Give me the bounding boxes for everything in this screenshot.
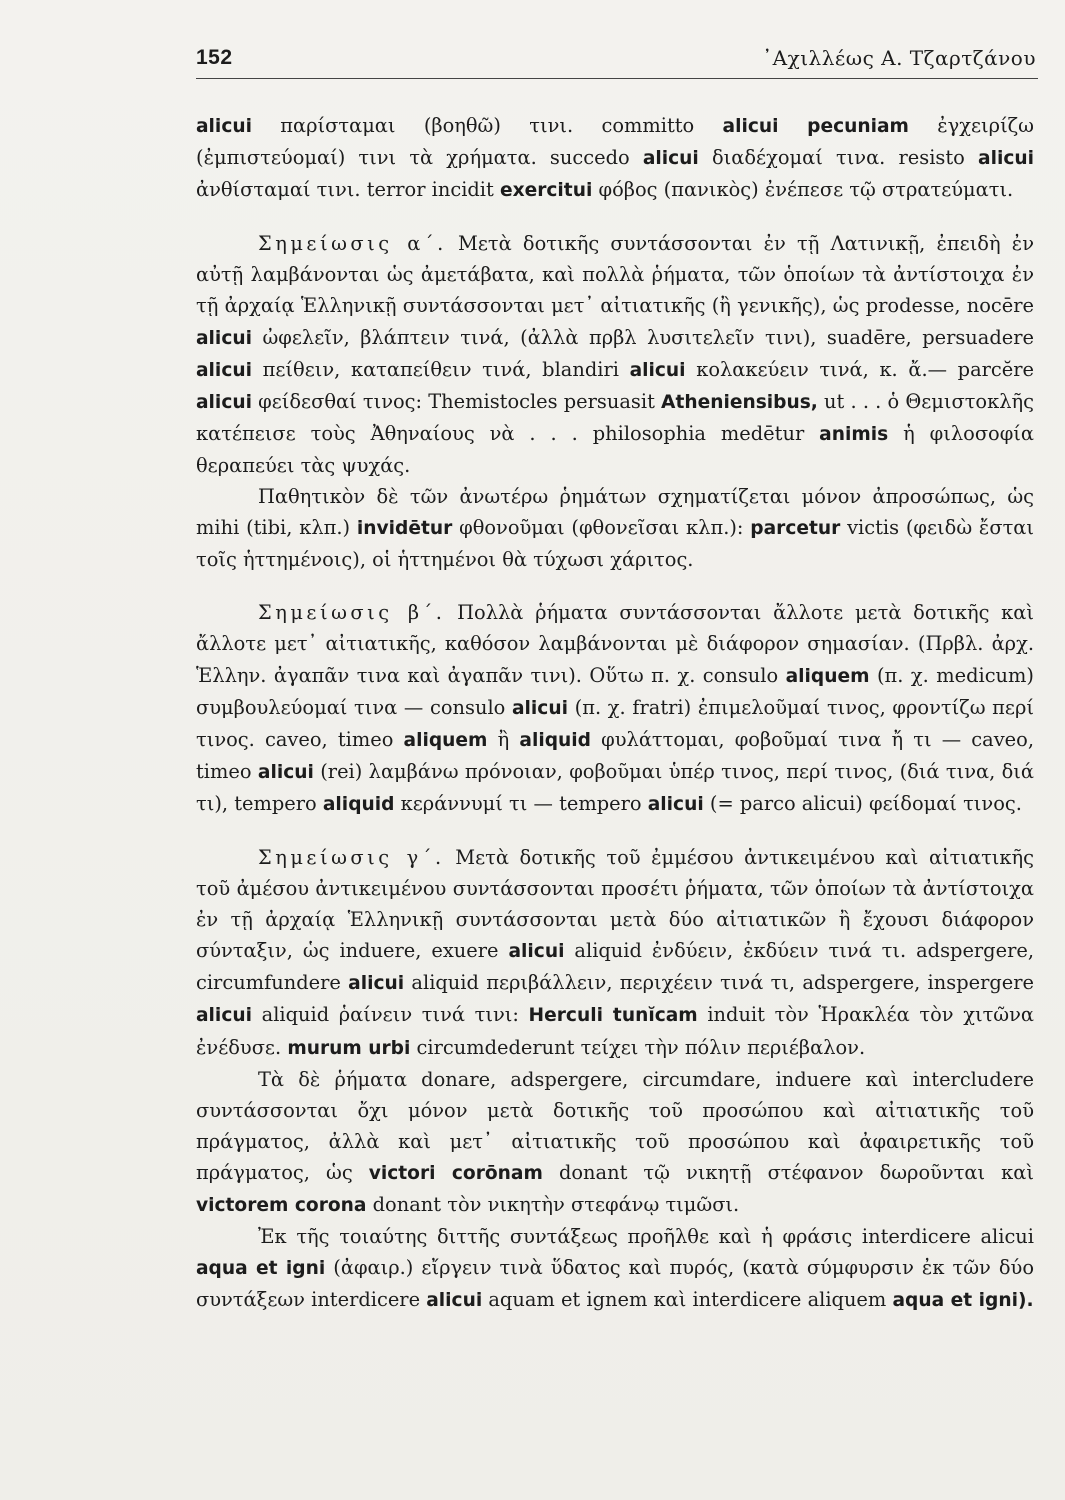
- paragraph-p3: [196, 481, 1034, 575]
- paragraph-p1: [196, 110, 1034, 206]
- bold-term: aliquid: [322, 793, 395, 815]
- bold-term: Atheniensibus,: [661, 391, 818, 413]
- bold-term: alicui: [978, 148, 1034, 170]
- bold-term: Herculi tunĭcam: [528, 1005, 698, 1027]
- paragraph-p5: [196, 842, 1034, 1064]
- bold-term: murum urbi: [287, 1037, 411, 1059]
- bold-term: alicui: [196, 359, 252, 381]
- text-run: aliquid περιβάλλειν, περιχέειν τινά τι, adspergere, inspergere: [404, 971, 1034, 995]
- text-run: Ἐκ τῆς τοιαύτης διττῆς συντάξεως προῆλθε καὶ ἡ φράσις interdicere alicui: [258, 1225, 1034, 1249]
- text-run: circumdederunt τείχει τὴν πόλιν περιέβαλον.: [410, 1035, 866, 1059]
- bold-term: exercitui: [499, 180, 593, 202]
- page-header: [196, 44, 1038, 79]
- bold-term: alicui: [257, 761, 314, 783]
- bold-term: victori corōnam: [368, 1162, 543, 1184]
- text-run: victis (φειδὼ ἔσται τοῖς ἡττημένοις), οἱ ἡττημένοι θὰ τύχωσι χάριτος.: [196, 516, 1034, 572]
- bold-term: parcetur: [750, 518, 841, 540]
- text-run: ὠφελεῖν, βλάπτειν τινά, (ἀλλὰ πρβλ λυσιτελεῖν τινι), suadēre, persuadere: [251, 325, 1034, 349]
- text-run: donant τῷ νικητῇ στέφανον δωροῦνται καὶ: [542, 1160, 1035, 1184]
- text-run: ἀνθίσταμαί τινι. terror incidit: [196, 178, 500, 202]
- bold-term: invidētur: [356, 518, 453, 540]
- text-run: (ἀφαιρ.) εἴργειν τινὰ ὕδατος καὶ πυρός, (κατὰ σύμφυρσιν ἐκ τῶν δύο συντάξεων interdicere: [196, 1256, 1034, 1312]
- note-heading: Σημείωσις γ΄.: [258, 845, 445, 869]
- text-run: φείδεσθαί τινος: Themistocles persuasit: [251, 389, 662, 413]
- text-run: Τὰ δὲ ῥήματα donare, adspergere, circumdare, induere καὶ intercludere συντάσσονται ὄχι μόνον μετὰ δοτικῆς τοῦ προσώπου καὶ αἰτιατικῆς τοῦ πράγματος, ἀλλὰ καὶ μετ᾿ αἰτιατικῆς τοῦ προσώπου καὶ ἀφαιρετικῆς τοῦ πράγματος, ὡς: [196, 1067, 1034, 1184]
- text-run: φόβος (πανικὸς) ἐνέπεσε τῷ στρατεύματι.: [592, 178, 1014, 202]
- text-run: Πολλὰ ῥήματα συντάσσονται ἄλλοτε μετὰ δοτικῆς καὶ ἄλλοτε μετ᾿ αἰτιατικῆς, καθόσον λαμβάνονται μὲ διάφορον σημασίαν. (Πρβλ. ἀρχ. Ἑλλην. ἀγαπᾶν τινα καὶ ἀγαπᾶν τινι). Οὕτω π. χ. consulo: [196, 601, 1034, 687]
- paragraph-p2: [196, 228, 1034, 481]
- text-run: παρίσταμαι (βοηθῶ) τινι. committo: [251, 114, 723, 137]
- text-run: Μετὰ δοτικῆς συντάσσονται ἐν τῇ Λατινικῇ, ἐπειδὴ ἐν αὐτῇ λαμβάνονται ὡς ἀμετάβατα, καὶ πολλὰ ῥήματα, τῶν ὁποίων τὰ ἀντίστοιχα ἐν τῇ ἀρχαίᾳ Ἑλληνικῇ συντάσσονται μετ᾿ αἰτιατικῆς (ἢ γενικῆς), ὡς prodesse, nocēre: [196, 232, 1034, 318]
- text-run: κολακεύειν τινά, κ. ἄ.— parcĕre: [685, 357, 1034, 381]
- bold-term: alicui: [511, 697, 568, 719]
- text-run: φθονοῦμαι (φθονεῖσαι κλπ.):: [452, 516, 751, 540]
- text-run: donant τὸν νικητὴν στεφάνῳ τιμῶσι.: [366, 1193, 740, 1216]
- text-run: διαδέχομαί τινα. resisto: [698, 146, 979, 170]
- bold-term: alicui: [196, 391, 252, 413]
- page-number: 152: [196, 46, 233, 69]
- bold-term: alicui: [196, 327, 252, 349]
- bold-term: alicui: [629, 359, 686, 381]
- bold-term: alicui pecuniam: [722, 116, 909, 137]
- paragraph-p7: [196, 1221, 1034, 1316]
- bold-term: aliquem: [785, 665, 870, 687]
- text-run: (= parco alicui) φείδομαί τινος.: [703, 791, 1022, 815]
- bold-term: animis: [819, 423, 889, 445]
- text-run: aliquid ἐνδύειν, ἐκδύειν τινά τι. adspergere, circumfundere: [196, 939, 1034, 995]
- bold-term: alicui: [348, 973, 405, 995]
- text-run: πείθειν, καταπείθειν τινά, blandiri: [251, 357, 630, 381]
- note-heading: Σημείωσις β΄.: [258, 601, 446, 625]
- text-run: Παθητικὸν δὲ τῶν ἀνωτέρω ῥημάτων σχηματίζεται μόνον ἀπροσώπως, ὡς mihi (tibi, κλπ.): [196, 485, 1034, 540]
- text-run: κεράννυμί τι — tempero: [394, 791, 648, 815]
- bold-term: aliquid: [519, 729, 592, 751]
- text-run: aquam et ignem καὶ interdicere aliquem: [482, 1288, 893, 1312]
- bold-term: victorem corona: [196, 1195, 367, 1216]
- body-text: [196, 110, 1034, 1316]
- text-run: (rei) λαμβάνω πρόνοιαν, φοβοῦμαι ὑπέρ τινος, περί τινος, (διά τινα, διά τι), tempero: [196, 759, 1034, 815]
- text-run: ἐγχειρίζω (ἐμπιστεύομαί) τινι τὰ χρήματα. succedo: [196, 114, 1034, 170]
- bold-term: alicui: [426, 1290, 483, 1312]
- bold-term: alicui: [647, 793, 704, 815]
- running-head: ᾿Αχιλλέως Α. Τζαρτζάνου: [762, 46, 1036, 70]
- bold-term: aqua et igni).: [892, 1290, 1034, 1312]
- bold-term: aliquem: [403, 729, 488, 751]
- text-run: Μετὰ δοτικῆς τοῦ ἐμμέσου ἀντικειμένου καὶ αἰτιατικῆς τοῦ ἀμέσου ἀντικειμένου συντάσσονται προσέτι ῥήματα, τῶν ὁποίων τὰ ἀντίστοιχα ἐν τῇ ἀρχαίᾳ Ἑλληνικῇ συντάσσονται μετὰ δύο αἰτιατικῶν ἢ ἔχουσι διάφορον σύνταξιν, ὡς induere, exuere: [196, 845, 1034, 963]
- text-run: (π. χ. medicum) συμβουλεύομαί τινα — consulo: [196, 663, 1034, 719]
- text-run: ἡ φιλοσοφία θεραπεύει τὰς ψυχάς.: [196, 421, 1034, 477]
- bold-term: alicui: [642, 148, 699, 170]
- note-heading: Σημείωσις α΄.: [258, 232, 447, 256]
- text-run: ἢ: [487, 727, 520, 751]
- bold-term: alicui: [196, 116, 252, 137]
- paragraph-p6: [196, 1064, 1034, 1221]
- bold-term: alicui: [508, 941, 565, 963]
- bold-term: alicui: [196, 1005, 252, 1027]
- text-run: aliquid ῥαίνειν τινά τινι:: [251, 1003, 529, 1027]
- text-run: φυλάττομαι, φοβοῦμαί τινα ἤ τι — caveo, timeo: [196, 727, 1035, 783]
- paragraph-p4: [196, 597, 1034, 820]
- text-run: induit τὸν Ἡρακλέα τὸν χιτῶνα ἐνέδυσε.: [196, 1003, 1034, 1059]
- text-run: (π. χ. fratri) ἐπιμελοῦμαί τινος, φροντίζω περί τινος. caveo, timeo: [196, 695, 1034, 751]
- text-run: ut . . . ὁ Θεμιστοκλῆς κατέπεισε τοὺς Ἀθηναίους νὰ . . . philosophia medētur: [196, 389, 1034, 445]
- bold-term: aqua et igni: [196, 1258, 326, 1280]
